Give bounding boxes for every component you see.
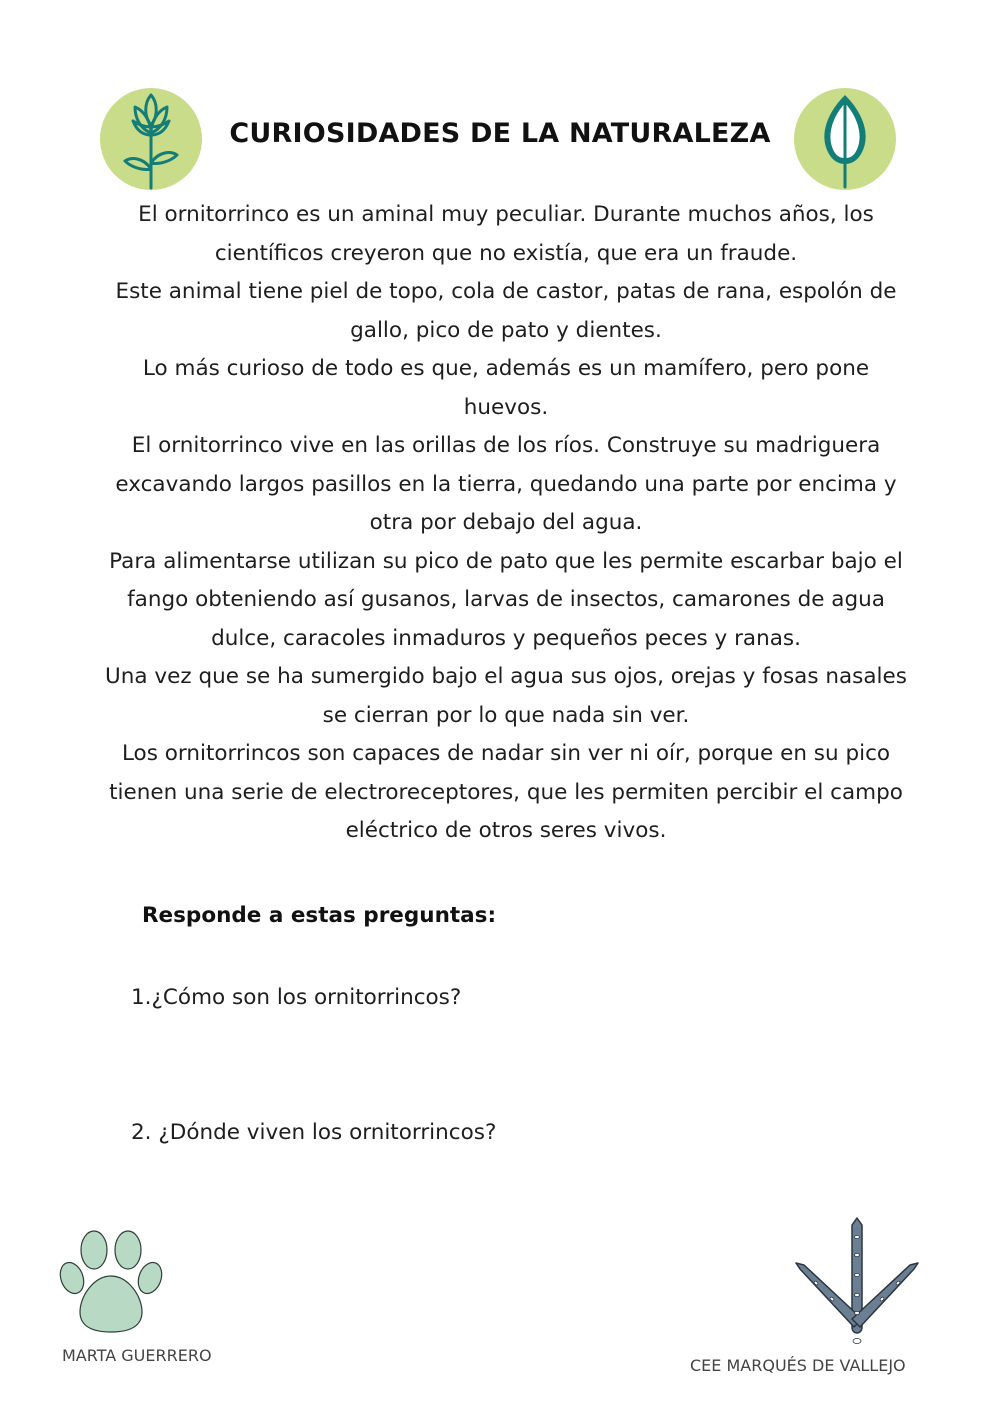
article-text: [100, 196, 912, 851]
paw-icon: [58, 1230, 166, 1334]
leaf-icon: [793, 87, 897, 191]
paragraph: El ornitorrinco vive en las orillas de los ríos. Construye su madriguera excavando largos pasillos en la tierra, quedando una parte por encima y otra por debajo del agua.: [115, 433, 897, 535]
question-1: 1.¿Cómo son los ornitorrincos?: [131, 985, 462, 1010]
paragraph: Este animal tiene piel de topo, cola de castor, patas de rana, espolón de gallo, pico de pato y dientes.: [115, 279, 897, 343]
questions-heading: Responde a estas preguntas:: [142, 903, 497, 928]
page-title: CURIOSIDADES DE LA NATURALEZA: [229, 118, 771, 149]
paragraph: Los ornitorrincos son capaces de nadar sin ver ni oír, porque en su pico tienen una serie de electroreceptores, que les permiten percibir el campo eléctrico de otros seres vivos.: [109, 741, 903, 843]
bird-track-icon: [792, 1215, 922, 1347]
flower-icon: [99, 87, 203, 191]
school-name: CEE MARQUÉS DE VALLEJO: [690, 1356, 906, 1375]
author-name: MARTA GUERRERO: [62, 1346, 212, 1365]
paragraph: Lo más curioso de todo es que, además es un mamífero, pero pone huevos.: [142, 356, 870, 420]
paragraph: El ornitorrinco es un aminal muy peculiar. Durante muchos años, los científicos creyeron que no existía, que era un fraude.: [138, 202, 874, 266]
paragraph: Una vez que se ha sumergido bajo el agua sus ojos, orejas y fosas nasales se cierran por lo que nada sin ver.: [105, 664, 907, 728]
question-2: 2. ¿Dónde viven los ornitorrincos?: [131, 1120, 497, 1145]
paragraph: Para alimentarse utilizan su pico de pato que les permite escarbar bajo el fango obteniendo así gusanos, larvas de insectos, camarones de agua dulce, caracoles inmaduros y pequeños peces y ranas.: [109, 548, 903, 651]
